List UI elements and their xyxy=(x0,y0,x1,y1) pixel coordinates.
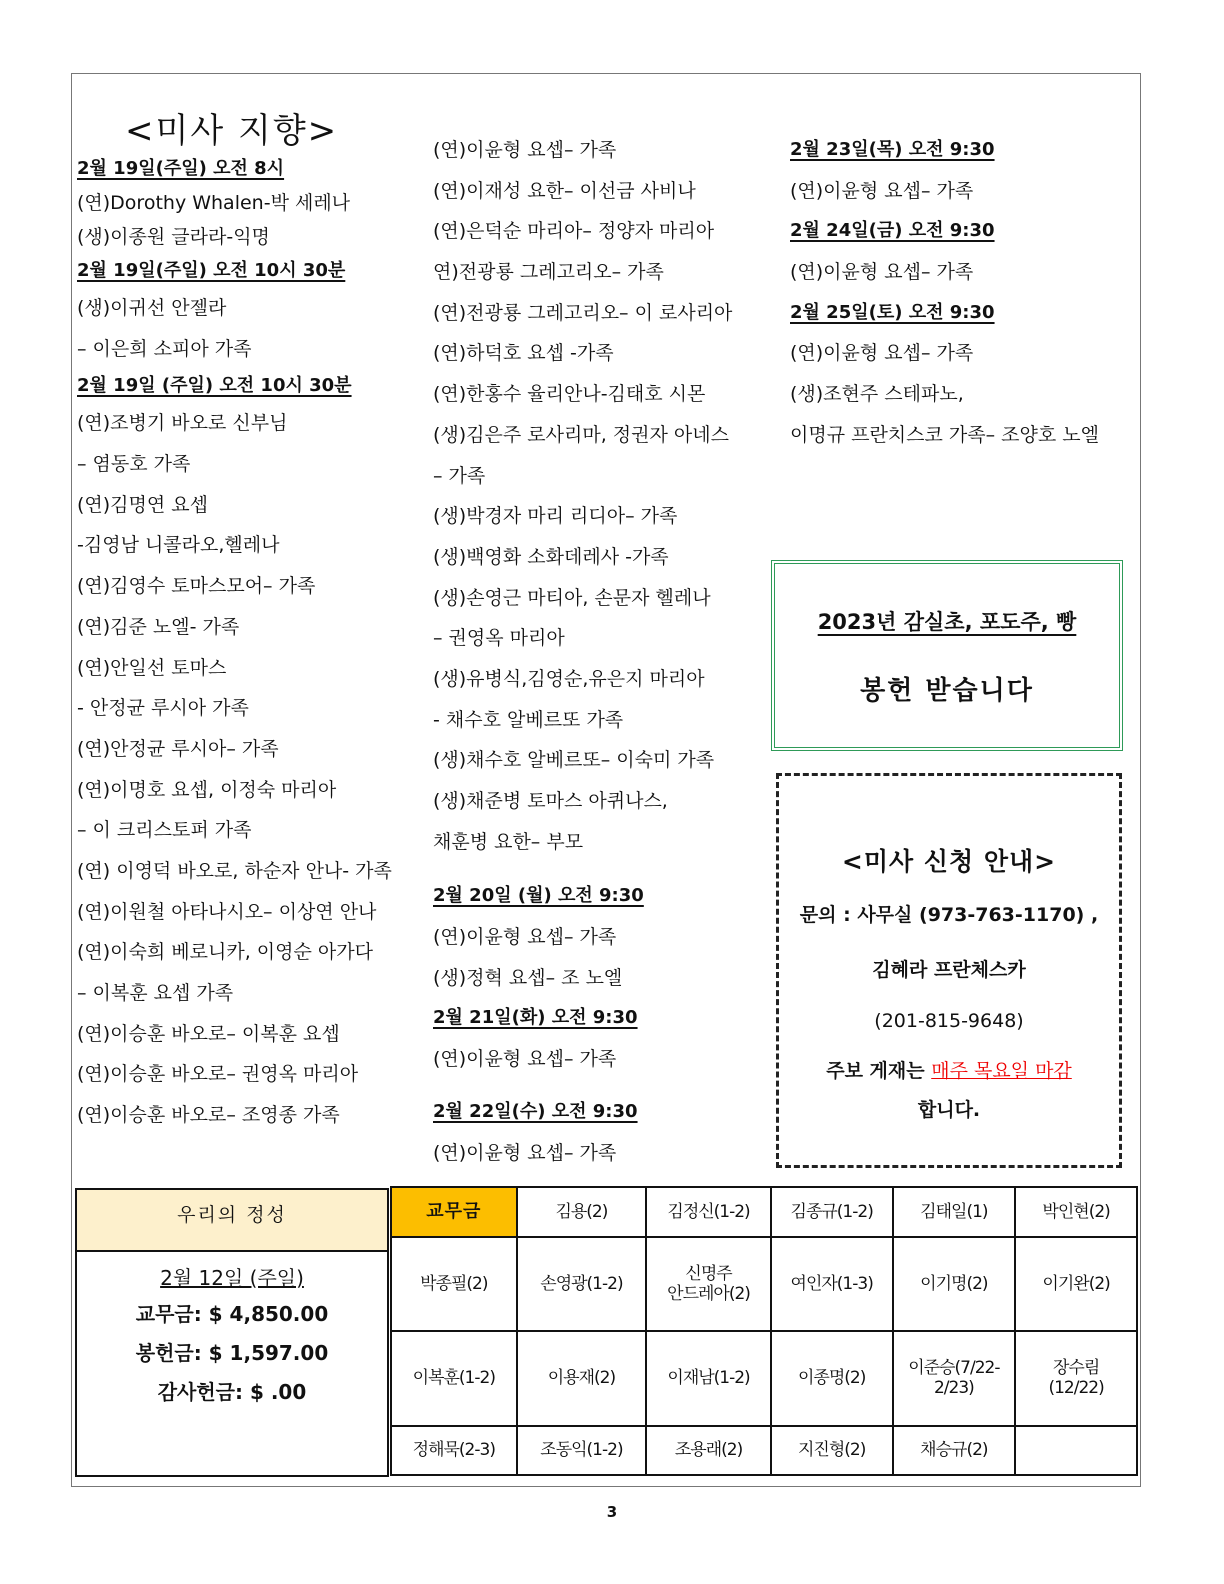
donor-cell: 박인현(2) xyxy=(1015,1187,1137,1237)
intention-line: (생)백영화 소화데레사 -가족 xyxy=(433,545,669,568)
intention-line: (연)조병기 바오로 신부님 xyxy=(77,412,288,435)
offering-notice-box xyxy=(771,560,1123,751)
intention-line: (연)이원철 아타나시오– 이상연 안나 xyxy=(77,900,377,923)
intention-line: (연)한홍수 율리안나-김태호 시몬 xyxy=(433,383,706,406)
intention-line: (연)이윤형 요셉– 가족 xyxy=(790,261,974,284)
intention-line: (생)손영근 마티아, 손문자 헬레나 xyxy=(433,586,711,609)
intention-line: (연)전광룡 그레고리오– 이 로사리아 xyxy=(433,301,733,324)
donor-cell: 이재남(1-2) xyxy=(646,1331,771,1426)
intention-line: (생)박경자 마리 리디아– 가족 xyxy=(433,505,678,528)
giving-amount-row: 교무금: $ 4,850.00 xyxy=(135,1302,329,1326)
intention-line: - 안정균 루시아 가족 xyxy=(77,697,249,720)
schedule-header: 2월 24일(금) 오전 9:30 xyxy=(790,220,995,242)
intention-line: – 가족 xyxy=(433,464,486,487)
donor-table xyxy=(390,1186,1138,1476)
table-row xyxy=(391,1426,1137,1476)
intention-line: – 권영옥 마리아 xyxy=(433,627,565,650)
schedule-header: 2월 22일(수) 오전 9:30 xyxy=(433,1100,638,1122)
donor-table-header: 교무금 xyxy=(391,1187,517,1237)
contact-office: 문의 : 사무실 (973-763-1170) , xyxy=(799,904,1099,926)
intention-line: – 이 크리스토퍼 가족 xyxy=(77,819,252,842)
schedule-header: 2월 19일(주일) 오전 8시 xyxy=(77,158,285,179)
donor-cell: 신명주 안드레아(2) xyxy=(646,1237,771,1332)
intention-line: (연)김명연 요셉 xyxy=(77,493,208,516)
offering-notice-line1: 2023년 감실초, 포도주, 빵 xyxy=(817,610,1077,634)
page-number: 3 xyxy=(606,1503,618,1521)
intention-line: (연)이재성 요한– 이선금 사비나 xyxy=(433,179,696,202)
intention-line: – 이은희 소피아 가족 xyxy=(77,337,252,360)
giving-amount-row: 봉헌금: $ 1,597.00 xyxy=(135,1341,329,1365)
intention-line: (연)이승훈 바오로– 권영옥 마리아 xyxy=(77,1063,359,1086)
donor-cell: 손영광(1-2) xyxy=(517,1237,647,1332)
donor-cell: 지진형(2) xyxy=(771,1426,893,1476)
intention-line: – 이복훈 요셉 가족 xyxy=(77,982,234,1004)
deadline-highlight: 매주 목요일 마감 xyxy=(931,1060,1072,1082)
intention-line: -김영남 니콜라오,헬레나 xyxy=(77,534,280,557)
intention-line: (연) 이영덕 바오로, 하순자 안나- 가족 xyxy=(77,859,392,882)
schedule-header: 2월 20일 (월) 오전 9:30 xyxy=(433,885,644,907)
intention-line: (연)안정균 루시아– 가족 xyxy=(77,737,279,760)
donor-cell: 이용재(2) xyxy=(517,1331,647,1426)
donor-cell: 이복훈(1-2) xyxy=(391,1331,517,1426)
table-row xyxy=(391,1237,1137,1332)
intention-line: 연)전광룡 그레고리오– 가족 xyxy=(433,261,664,284)
giving-date: 2월 12일 (주일) xyxy=(160,1266,304,1290)
donor-cell: 채승규(2) xyxy=(893,1426,1016,1476)
donor-cell: 장수림 (12/22) xyxy=(1015,1331,1137,1426)
intention-line: (연)이윤형 요셉– 가족 xyxy=(433,1141,617,1164)
intention-line: (연)이승훈 바오로– 이복훈 요셉 xyxy=(77,1022,340,1045)
donor-cell: 이종명(2) xyxy=(771,1331,893,1426)
giving-amount-row: 감사헌금: $ .00 xyxy=(157,1380,307,1404)
giving-header: 우리의 정성 xyxy=(77,1190,387,1252)
intention-line: (연)이윤형 요셉– 가족 xyxy=(790,342,974,365)
intentions-column-2 xyxy=(433,130,732,1173)
donor-cell xyxy=(1015,1426,1137,1476)
intention-line: (연)안일선 토마스 xyxy=(77,656,227,679)
deadline-prefix: 주보 게재는 xyxy=(826,1060,932,1082)
contact-name: 김혜라 프란체스카 xyxy=(872,959,1026,981)
mass-request-box xyxy=(776,773,1122,1168)
page-title: <미사 지향> xyxy=(125,111,339,151)
schedule-header: 2월 19일(주일) 오전 10시 30분 xyxy=(77,260,346,281)
deadline-notice xyxy=(779,1056,1119,1083)
intention-line: (연)이윤형 요셉– 가족 xyxy=(790,179,974,202)
donor-cell: 김종규(1-2) xyxy=(771,1187,893,1237)
intention-line: (생)김은주 로사리마, 정권자 아네스 xyxy=(433,423,729,446)
donor-cell: 조동익(1-2) xyxy=(517,1426,647,1476)
intention-line: (연)이승훈 바오로– 조영종 가족 xyxy=(77,1104,340,1127)
intention-line: - 채수호 알베르또 가족 xyxy=(433,708,624,731)
intention-line: (연)이윤형 요셉– 가족 xyxy=(433,139,617,161)
intention-line: (생)이귀선 안젤라 xyxy=(77,297,227,319)
donor-cell: 김태일(1) xyxy=(893,1187,1016,1237)
intention-line: (연)김영수 토마스모어– 가족 xyxy=(77,575,316,598)
intention-line: – 염동호 가족 xyxy=(77,453,191,476)
intention-line: 이명규 프란치스코 가족– 조양호 노엘 xyxy=(790,423,1099,446)
intention-line: (연)이숙희 베로니카, 이영순 아가다 xyxy=(77,941,373,964)
intention-line: 채훈병 요한– 부모 xyxy=(433,830,584,853)
donor-cell: 여인자(1-3) xyxy=(771,1237,893,1332)
intention-line: (연)이윤형 요셉– 가족 xyxy=(433,1048,617,1071)
intention-line: (연)하덕호 요셉 -가족 xyxy=(433,342,614,365)
deadline-suffix: 합니다. xyxy=(917,1099,981,1121)
donor-cell: 정해묵(2-3) xyxy=(391,1426,517,1476)
schedule-header: 2월 21일(화) 오전 9:30 xyxy=(433,1007,638,1029)
intention-line: (생)채준병 토마스 아퀴나스, xyxy=(433,790,668,812)
intention-line: (연)은덕순 마리아– 정양자 마리아 xyxy=(433,220,715,243)
intention-line: (생)유병식,김영순,유은지 마리아 xyxy=(433,667,705,690)
schedule-header: 2월 25일(토) 오전 9:30 xyxy=(790,301,995,323)
donor-cell: 이기완(2) xyxy=(1015,1237,1137,1332)
donor-cell: 이준승(7/22- 2/23) xyxy=(893,1331,1016,1426)
intention-line: (생)채수호 알베르또– 이숙미 가족 xyxy=(433,749,715,772)
intention-line: (연)이명호 요셉, 이정숙 마리아 xyxy=(77,778,337,801)
schedule-header: 2월 19일 (주일) 오전 10시 30분 xyxy=(77,375,352,397)
intention-line: (연)이윤형 요셉– 가족 xyxy=(433,926,617,949)
intention-line: (생)이종원 글라라-익명 xyxy=(77,226,270,248)
intention-line: (연)Dorothy Whalen-박 세레나 xyxy=(77,192,351,214)
mass-request-heading: <미사 신청 안내> xyxy=(841,847,1057,876)
offering-notice-line2: 봉헌 받습니다 xyxy=(860,676,1034,706)
schedule-header: 2월 23일(목) 오전 9:30 xyxy=(790,139,995,160)
intentions-column-3 xyxy=(790,130,1099,456)
contact-phone: (201-815-9648) xyxy=(874,1010,1024,1032)
table-row xyxy=(391,1331,1137,1426)
donor-cell: 조용래(2) xyxy=(646,1426,771,1476)
donor-cell: 이기명(2) xyxy=(893,1237,1016,1332)
table-row xyxy=(391,1187,1137,1237)
intentions-column-1 xyxy=(77,152,392,1136)
donor-cell: 박종필(2) xyxy=(391,1237,517,1332)
giving-summary xyxy=(75,1188,389,1477)
donor-cell: 김용(2) xyxy=(517,1187,647,1237)
intention-line: (생)정혁 요셉– 조 노엘 xyxy=(433,966,623,989)
donor-cell: 김정신(1-2) xyxy=(646,1187,771,1237)
intention-line: (연)김준 노엘- 가족 xyxy=(77,615,240,638)
intention-line: (생)조현주 스테파노, xyxy=(790,383,964,406)
